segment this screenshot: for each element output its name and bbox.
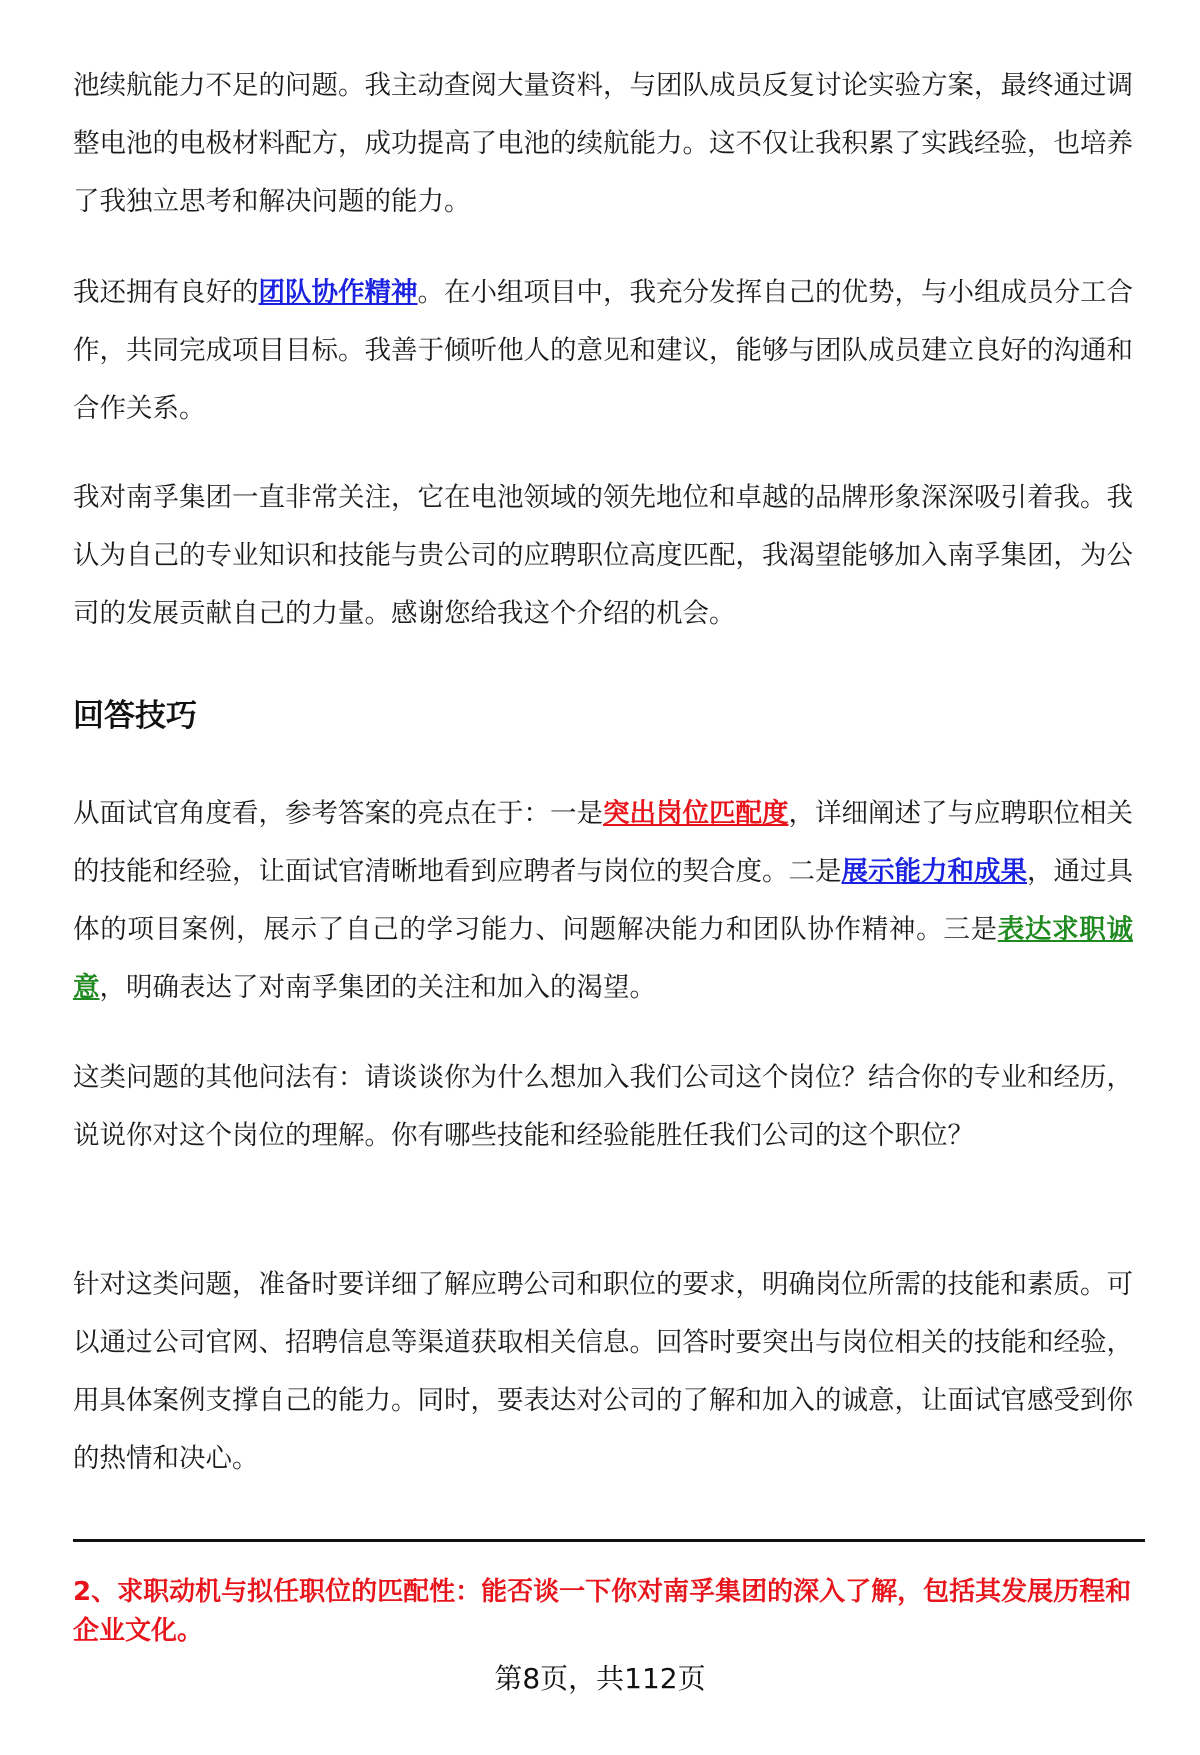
text-segment: 从面试官角度看，参考答案的亮点在于：一是: [73, 798, 603, 829]
highlight-sincerity: 表达求职诚意: [73, 914, 1134, 1003]
paragraph-alternative-questions: 这类问题的其他问法有：请谈谈你为什么想加入我们公司这个岗位？结合你的专业和经历，说说你对这个岗位的理解。你有哪些技能和经验能胜任我们公司的这个职位？: [73, 1062, 1133, 1151]
divider: [73, 1539, 1145, 1542]
highlight-teamwork: 团队协作精神: [258, 277, 418, 308]
text-segment: ，详细阐述了与应聘职位相关的技能和经验，让面试官清晰地看到应聘者与岗位的契合度。二是: [73, 798, 1133, 887]
text-segment: ，明确表达了对南孚集团的关注和加入的渴望。: [99, 972, 656, 1003]
highlight-job-fit: 突出岗位匹配度: [603, 798, 789, 829]
text-segment: 。在小组项目中，我充分发挥自己的优势，与小组成员分工合作，共同完成项目目标。我善于倾听他人的意见和建议，能够与团队成员建立良好的沟通和合作关系。: [73, 277, 1133, 424]
page-number: 第8页，共112页: [494, 1662, 706, 1695]
paragraph-project-experience: 池续航能力不足的问题。我主动查阅大量资料，与团队成员反复讨论实验方案，最终通过调整电池的电极材料配方，成功提高了电池的续航能力。这不仅让我积累了实践经验，也培养了我独立思考和解决问题的能力。: [73, 70, 1133, 217]
section-heading: 回答技巧: [73, 698, 197, 734]
text-segment: ，通过具体的项目案例，展示了自己的学习能力、问题解决能力和团队协作精神。三是: [73, 856, 1133, 945]
paragraph-company-interest: 我对南孚集团一直非常关注，它在电池领域的领先地位和卓越的品牌形象深深吸引着我。我认为自己的专业知识和技能与贵公司的应聘职位高度匹配，我渴望能够加入南孚集团，为公司的发展贡献自己的力量。感谢您给我这个介绍的机会。: [73, 482, 1133, 629]
paragraph-preparation-advice: 针对这类问题，准备时要详细了解应聘公司和职位的要求，明确岗位所需的技能和素质。可以通过公司官网、招聘信息等渠道获取相关信息。回答时要突出与岗位相关的技能和经验，用具体案例支撑自己的能力。同时，要表达对公司的了解和加入的诚意，让面试官感受到你的热情和决心。: [73, 1269, 1133, 1474]
next-question-title: 2、求职动机与拟任职位的匹配性：能否谈一下你对南孚集团的深入了解，包括其发展历程和企业文化。: [73, 1577, 1132, 1646]
paragraph-teamwork: [73, 264, 1133, 438]
paragraph-highlights: [73, 785, 1133, 1017]
text-segment: 我还拥有良好的: [73, 277, 259, 308]
highlight-ability: 展示能力和成果: [841, 856, 1027, 887]
